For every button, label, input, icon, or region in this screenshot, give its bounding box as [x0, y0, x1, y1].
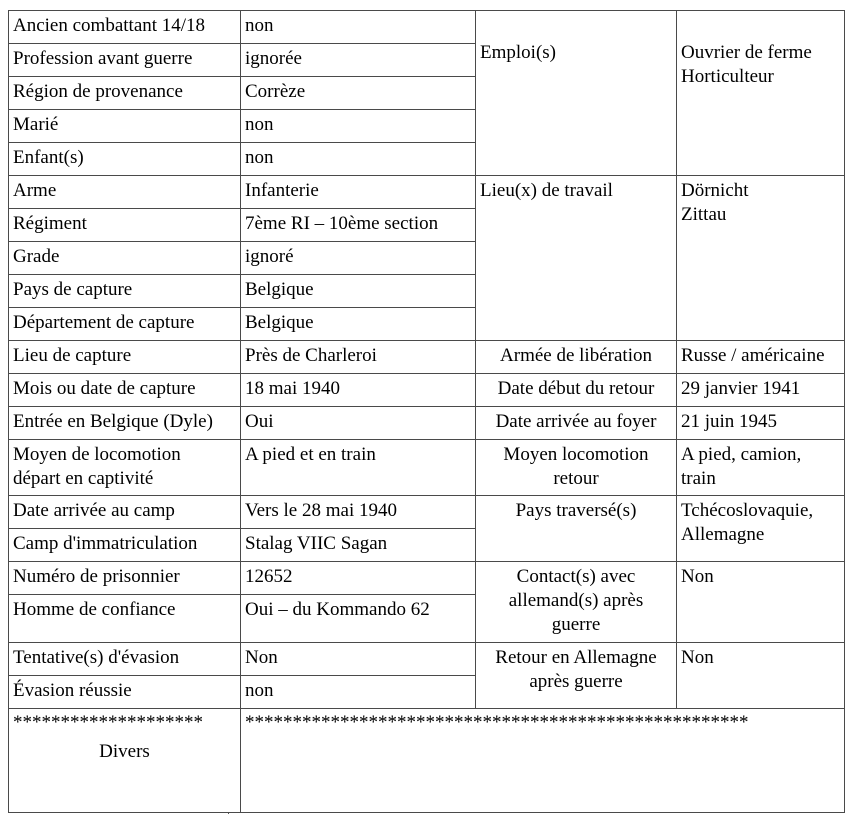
- field-label: Évasion réussie: [9, 676, 241, 709]
- field-label: Profession avant guerre: [9, 44, 241, 77]
- field-value: Infanterie: [241, 176, 476, 209]
- table-row: [9, 407, 845, 440]
- field-label: Date arrivée au camp: [9, 496, 241, 529]
- table-row: [9, 176, 845, 209]
- field-value: non: [241, 110, 476, 143]
- field-label: Pays de capture: [9, 275, 241, 308]
- field-label: Ancien combattant 14/18: [9, 11, 241, 44]
- divers-stars-left: ********************: [13, 712, 203, 733]
- field-label: Région de provenance: [9, 77, 241, 110]
- field-value: Belgique: [241, 275, 476, 308]
- field-label: Lieu de capture: [9, 341, 241, 374]
- field-value: ignorée: [241, 44, 476, 77]
- field-label-armee-liberation: Armée de libération: [476, 341, 677, 374]
- table-row: [9, 341, 845, 374]
- field-label-moyen-locomotion-retour: Moyen locomotion retour: [476, 440, 677, 496]
- field-label: Grade: [9, 242, 241, 275]
- field-label: Régiment: [9, 209, 241, 242]
- field-value-contacts-allemands: Non: [677, 562, 845, 643]
- field-value: Oui: [241, 407, 476, 440]
- table-row: [9, 440, 845, 496]
- field-value: Belgique: [241, 308, 476, 341]
- field-label: Arme: [9, 176, 241, 209]
- field-value: non: [241, 143, 476, 176]
- divers-content-cell: [241, 709, 845, 813]
- stray-dot: [228, 813, 229, 814]
- table-row: [9, 496, 845, 529]
- field-label-multiline: Moyen de locomotion départ en captivité: [9, 440, 241, 496]
- field-label-lieux-travail: Lieu(x) de travail: [476, 176, 677, 341]
- table-row: [9, 374, 845, 407]
- field-label-emplois: Emploi(s): [476, 11, 677, 176]
- field-value-moyen-locomotion-retour: A pied, camion, train: [677, 440, 845, 496]
- field-label: Homme de confiance: [9, 595, 241, 643]
- field-value: Non: [241, 643, 476, 676]
- field-label: Entrée en Belgique (Dyle): [9, 407, 241, 440]
- field-label-date-debut-retour: Date début du retour: [476, 374, 677, 407]
- field-label-pays-traverses: Pays traversé(s): [476, 496, 677, 562]
- field-value: Stalag VIIC Sagan: [241, 529, 476, 562]
- field-value: non: [241, 676, 476, 709]
- field-value-date-arrivee-foyer: 21 juin 1945: [677, 407, 845, 440]
- field-value-lieux-travail: Dörnicht Zittau: [677, 176, 845, 341]
- prisoner-record-table: [8, 10, 845, 813]
- field-value: ignoré: [241, 242, 476, 275]
- field-value-emplois: Ouvrier de ferme Horticulteur: [677, 11, 845, 176]
- field-label: Camp d'immatriculation: [9, 529, 241, 562]
- field-label-contacts-allemands: Contact(s) avec allemand(s) après guerre: [476, 562, 677, 643]
- field-value-armee-liberation: Russe / américaine: [677, 341, 845, 374]
- table-row: [9, 643, 845, 676]
- field-label-retour-allemagne: Retour en Allemagne après guerre: [476, 643, 677, 709]
- field-label: Marié: [9, 110, 241, 143]
- field-value-pays-traverses: Tchécoslovaquie, Allemagne: [677, 496, 845, 562]
- field-value: A pied et en train: [241, 440, 476, 496]
- field-value: 12652: [241, 562, 476, 595]
- field-value: Oui – du Kommando 62: [241, 595, 476, 643]
- divers-row: [9, 709, 845, 813]
- field-label: Département de capture: [9, 308, 241, 341]
- field-value-retour-allemagne: Non: [677, 643, 845, 709]
- divers-stars-right: *****************************************************: [245, 712, 749, 733]
- field-value: Vers le 28 mai 1940: [241, 496, 476, 529]
- field-label: Mois ou date de capture: [9, 374, 241, 407]
- field-value-date-debut-retour: 29 janvier 1941: [677, 374, 845, 407]
- field-label: Enfant(s): [9, 143, 241, 176]
- divers-label-cell: [9, 709, 241, 813]
- field-value: 7ème RI – 10ème section: [241, 209, 476, 242]
- divers-label: Divers: [99, 741, 150, 762]
- field-value: Près de Charleroi: [241, 341, 476, 374]
- table-row: [9, 11, 845, 44]
- table-row: [9, 562, 845, 595]
- field-label: Tentative(s) d'évasion: [9, 643, 241, 676]
- field-value: 18 mai 1940: [241, 374, 476, 407]
- field-label: Numéro de prisonnier: [9, 562, 241, 595]
- field-label-date-arrivee-foyer: Date arrivée au foyer: [476, 407, 677, 440]
- field-value: Corrèze: [241, 77, 476, 110]
- field-value: non: [241, 11, 476, 44]
